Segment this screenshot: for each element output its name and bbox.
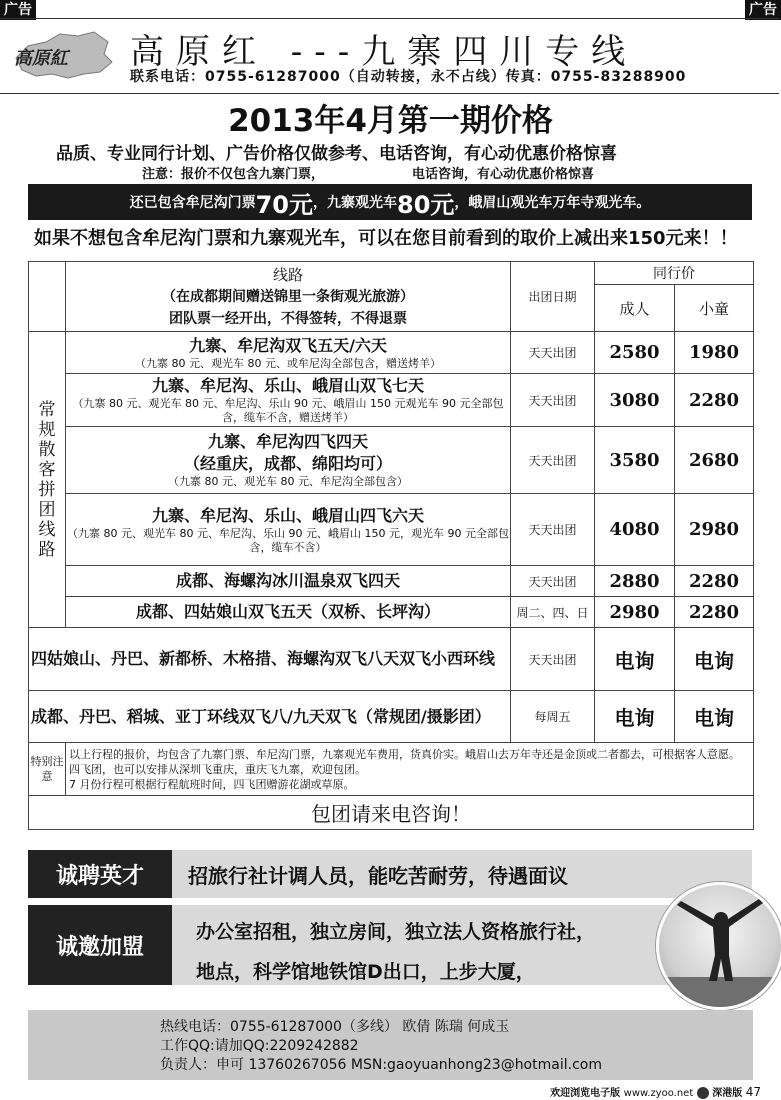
table-row	[29, 494, 754, 566]
table-row	[29, 374, 754, 427]
route-date-4: 天天出团	[511, 494, 595, 566]
child-price-6: 2280	[675, 597, 754, 628]
recruit-text: 招旅行社计调人员，能吃苦耐劳，待遇面议	[172, 850, 752, 898]
join-bar	[28, 905, 752, 985]
route-header	[66, 262, 511, 332]
page-footer	[550, 1084, 761, 1099]
adult-price-5: 2880	[595, 566, 675, 597]
adult-header: 成人	[595, 285, 675, 332]
logo-text: 高原紅	[14, 48, 68, 69]
route-note1: （在成都期间赠送锦里一条街观光旅游）	[162, 288, 414, 305]
price-table	[28, 261, 754, 830]
banner-value1: 70元	[255, 190, 313, 219]
route-title-5: 成都、海螺沟冰川温泉双飞四天	[175, 571, 400, 590]
adult-price-8: 电询	[595, 691, 675, 743]
adult-price-4: 4080	[595, 494, 675, 566]
special-note-2: 7 月份行程可根据行程航班时间，四飞团赠游花湖或草原。	[69, 777, 355, 791]
route-date-3: 天天出团	[511, 427, 595, 494]
work-qq: 工作QQ:请加QQ:2209242882	[160, 1038, 359, 1054]
hotline: 热线电话：0755-61287000（多线） 欧倩 陈瑞 何成玉	[160, 1019, 510, 1035]
child-header: 小童	[675, 285, 754, 332]
header-contact: 联系电话：0755-61287000（自动转接，永不占线）传真：0755-83288900	[130, 69, 687, 85]
corner-cell	[29, 262, 66, 285]
route-title: 线路	[272, 265, 303, 284]
subtitle-note-right: 电话咨询，有心动优惠价格惊喜	[412, 167, 595, 182]
route-note-4: （九寨 80 元、观光车 80 元、牟尼沟、乐山 90 元、峨眉山 150 元，观光车 90 元全部包含，缆车不含）	[67, 526, 509, 554]
banner-part1: 还已包含牟尼沟门票	[129, 195, 256, 211]
person-silhouette-icon	[659, 885, 781, 1007]
route-title-8: 成都、丹巴、稻城、亚丁环线双飞八/九天双飞（常规团/摄影团）	[31, 706, 491, 726]
route-title-1: 九寨、牟尼沟双飞五天/六天	[189, 335, 387, 355]
route-title-3b: （经重庆，成都、绵阳均可）	[183, 454, 392, 473]
route-date-6: 周二、四、日	[511, 597, 595, 628]
route-title-3: 九寨、牟尼沟四飞四天	[207, 432, 368, 451]
child-price-5: 2280	[675, 566, 754, 597]
table-row	[29, 628, 754, 691]
route-date-8: 每周五	[511, 691, 595, 743]
child-price-1: 1980	[675, 332, 754, 374]
join-label: 诚邀加盟	[28, 905, 172, 985]
table-row	[29, 597, 754, 628]
adult-price-6: 2980	[595, 597, 675, 628]
route-date-1: 天天出团	[511, 332, 595, 374]
special-note-row	[29, 743, 754, 796]
table-row	[29, 427, 754, 494]
adult-price-2: 3080	[595, 374, 675, 427]
table-row	[29, 332, 754, 374]
child-price-3: 2680	[675, 427, 754, 494]
charter-text: 包团请来电咨询！	[29, 796, 754, 830]
footer-edition: 深港版	[712, 1088, 743, 1099]
table-row	[29, 566, 754, 597]
subtitle-quality: 品质、专业同行计划、广告价格仅做参考、电话咨询，有心动优惠价格惊喜	[56, 144, 617, 164]
manager-contact: 负责人：申可 13760267056 MSN:gaoyuanhong23@hotmail.com	[160, 1057, 602, 1073]
route-date-2: 天天出团	[511, 374, 595, 427]
contact-footer	[28, 1010, 753, 1080]
route-title-4: 九寨、牟尼沟、乐山、峨眉山四飞六天	[151, 505, 424, 525]
route-title-7: 四姑娘山、丹巴、新都桥、木格措、海螺沟双飞八天双飞小西环线	[31, 649, 496, 668]
route-date-5: 天天出团	[511, 566, 595, 597]
banner-part3: ，峨眉山观光车万年寺观光车。	[454, 195, 651, 211]
route-note-3: （九寨 80 元、观光车 80 元、牟尼沟全部包含）	[168, 475, 408, 488]
recruit-bar	[28, 850, 752, 898]
date-header: 出团日期	[511, 262, 595, 332]
special-note-1: 以上行程的报价，均包含了九寨门票、牟尼沟门票，九寨观光车费用，货真价实。峨眉山去万年寺还是金顶或二者都去，可根据客人意愿。四飞团，也可以安排从深圳飞重庆，重庆飞九寨，欢迎包团。	[69, 747, 740, 776]
corner-cell-lower	[29, 285, 66, 332]
peer-price-header: 同行价	[595, 262, 754, 285]
adult-price-3: 3580	[595, 427, 675, 494]
banner-value2: 80元	[397, 190, 455, 219]
footer-browse: 欢迎浏览电子版	[550, 1088, 621, 1099]
footer-logo-icon	[697, 1087, 709, 1099]
recruit-label: 诚聘英才	[28, 850, 172, 898]
footer-page-number: 47	[745, 1085, 761, 1099]
footer-site: www.zyoo.net	[623, 1088, 694, 1099]
route-note-1: （九寨 80 元、观光车 80 元、或牟尼沟全部包含，赠送烤羊）	[135, 356, 441, 370]
special-label: 特别注意	[29, 743, 66, 796]
ticket-banner	[28, 184, 752, 220]
person-photo	[656, 882, 781, 1010]
header-title: 高原红 ---九寨四川专线	[130, 32, 638, 72]
adult-price-1: 2580	[595, 332, 675, 374]
category-cell	[29, 332, 66, 628]
logo	[8, 28, 118, 82]
child-price-4: 2980	[675, 494, 754, 566]
route-title-6: 成都、四姑娘山双飞五天（双桥、长坪沟）	[135, 602, 440, 621]
category-label: 常规散客拼团线路	[38, 399, 56, 560]
discount-note: 如果不想包含牟尼沟门票和九寨观光车，可以在您目前看到的取价上减出来150元来！！	[34, 228, 738, 249]
banner-part2: ，九寨观光车	[313, 195, 397, 211]
route-date-7: 天天出团	[511, 628, 595, 691]
adult-price-7: 电询	[595, 628, 675, 691]
child-price-8: 电询	[675, 691, 754, 743]
ad-tag-left: 广告	[0, 0, 36, 20]
table-row	[29, 691, 754, 743]
table-header-row	[29, 262, 754, 285]
page-title: 2013年4月第一期价格	[228, 103, 553, 139]
join-text-1: 办公室招租，独立房间，独立法人资格旅行社，	[196, 921, 596, 943]
route-note2: 团队票一经开出，不得签转，不得退票	[169, 310, 407, 327]
subtitle-note-left: 注意：报价不仅包含九寨门票，	[142, 167, 325, 182]
child-price-7: 电询	[675, 628, 754, 691]
charter-row	[29, 796, 754, 830]
ad-tag-right: 广告	[745, 0, 781, 20]
child-price-2: 2280	[675, 374, 754, 427]
join-text-2: 地点，科学馆地铁馆D出口，上步大厦，	[196, 961, 535, 983]
route-note-2: （九寨 80 元、观光车 80 元、牟尼沟、乐山 90 元、峨眉山 150 元观光车 90 元全部包含，缆车不含，赠送烤羊）	[72, 397, 504, 424]
route-title-2: 九寨、牟尼沟、乐山、峨眉山双飞七天	[151, 376, 424, 395]
